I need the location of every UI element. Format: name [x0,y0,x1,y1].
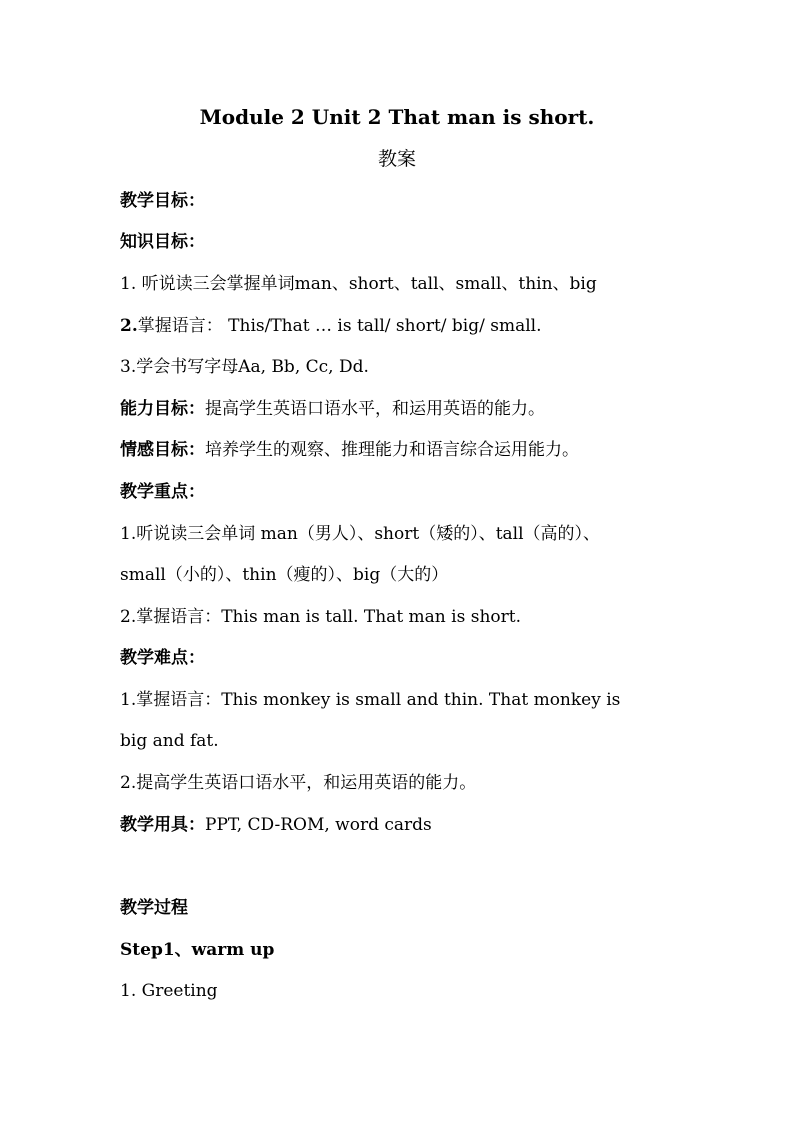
document-title: Module 2 Unit 2 That man is short. [199,105,595,129]
teaching-tools-text: PPT, CD-ROM, word cards [205,815,432,835]
heading-knowledge-goals: 知识目标： [120,232,205,252]
step-1-item-1: 1. Greeting [120,981,218,1001]
emotion-goal [120,439,579,461]
difficulty-1-line-2: big and fat. [120,731,219,751]
knowledge-item-2-number: 2. [120,316,138,336]
knowledge-item-2-text: 掌握语言： This/That … is tall/ short/ big/ small. [137,316,542,336]
emotion-goal-label: 情感目标： [120,440,205,460]
step-1-heading: Step1、warm up [120,940,275,960]
ability-goal-text: 提高学生英语口语水平，和运用英语的能力。 [205,399,545,419]
ability-goal-label: 能力目标： [120,399,205,419]
knowledge-item-2 [120,315,542,337]
knowledge-item-1: 1. 听说读三会掌握单词man、short、tall、small、thin、big [120,274,597,294]
heading-teaching-goals: 教学目标： [120,191,205,211]
emotion-goal-text: 培养学生的观察、推理能力和语言综合运用能力。 [205,440,579,460]
document-subtitle: 教案 [377,148,416,170]
difficulty-1-line-1: 1.掌握语言：This monkey is small and thin. That monkey is [120,690,621,710]
difficulty-2: 2.提高学生英语口语水平，和运用英语的能力。 [120,773,477,793]
key-point-2: 2.掌握语言：This man is tall. That man is short. [120,607,521,627]
heading-difficulties: 教学难点： [120,648,205,668]
key-point-1-line-1: 1.听说读三会单词 man（男人）、short（矮的）、tall（高的）、 [120,524,601,544]
heading-key-points: 教学重点： [120,482,205,502]
knowledge-item-3: 3.学会书写字母Aa, Bb, Cc, Dd. [120,357,369,377]
ability-goal [120,398,545,420]
teaching-tools [120,814,432,836]
key-point-1-line-2: small（小的）、thin（瘦的）、big（大的） [120,565,449,585]
teaching-tools-label: 教学用具： [120,815,205,835]
heading-teaching-process: 教学过程 [120,898,188,918]
